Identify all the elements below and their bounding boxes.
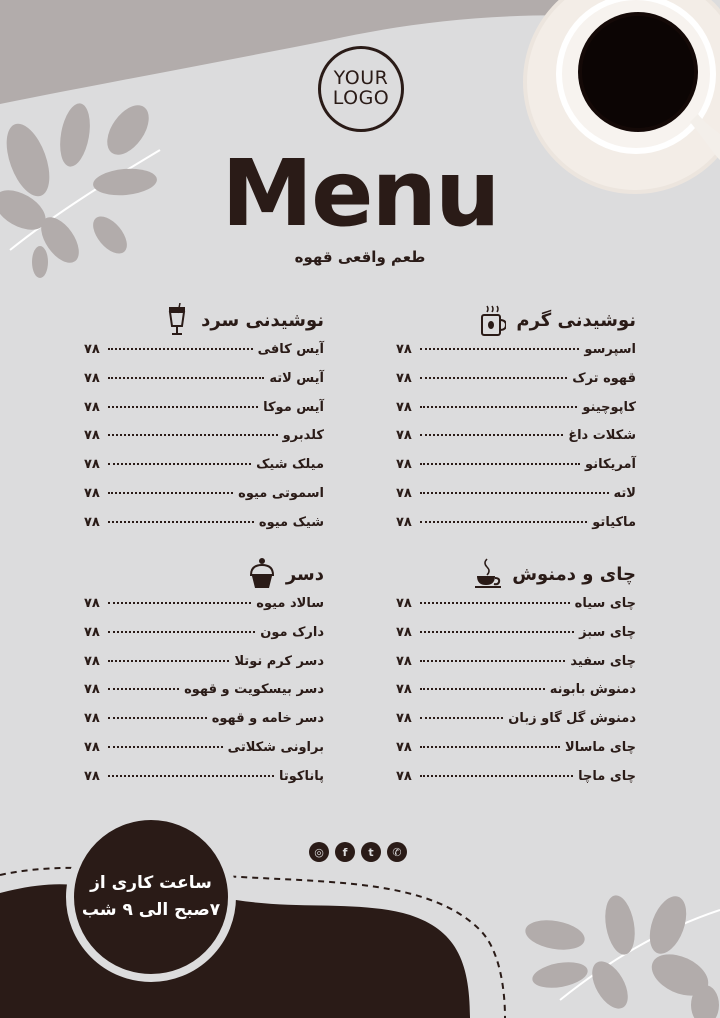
dotted-leader — [108, 660, 230, 662]
menu-item-price: ۷۸ — [84, 768, 100, 784]
dotted-leader — [108, 717, 207, 719]
menu-item-name: آمریکانو — [585, 457, 636, 473]
dotted-leader — [420, 602, 570, 604]
section-hot-drinks — [396, 300, 636, 544]
menu-item-price: ۷۸ — [396, 596, 412, 611]
dotted-leader — [108, 775, 274, 777]
menu-item-price: ۷۸ — [84, 514, 100, 530]
menu-item — [84, 769, 324, 798]
menu-item — [396, 428, 636, 457]
section-title: چای و دمنوش — [512, 563, 636, 585]
logo-line-1: YOUR — [333, 67, 389, 90]
item-list — [396, 596, 636, 798]
menu-item — [396, 740, 636, 769]
menu-item — [84, 740, 324, 769]
menu-item — [396, 486, 636, 515]
menu-item-name: براونی شکلاتی — [227, 739, 324, 755]
iced-drink-icon — [163, 303, 191, 337]
menu-item-name: اسموتی میوه — [238, 485, 324, 501]
menu-item-name: دارک مون — [260, 624, 324, 640]
menu-item — [84, 625, 324, 654]
menu-item-name: قهوه ترک — [572, 370, 636, 386]
menu-item-name: آیس کافی — [257, 342, 324, 357]
section-title: دسر — [285, 563, 324, 585]
menu-item — [84, 457, 324, 486]
menu-item — [396, 625, 636, 654]
dotted-leader — [420, 717, 503, 719]
menu-item — [396, 682, 636, 711]
menu-item-name: چای سیاه — [574, 596, 636, 611]
section-header — [84, 300, 324, 340]
menu-item-name: آیس لاته — [269, 370, 324, 386]
menu-item-name: دمنوش بابونه — [549, 682, 636, 698]
menu-item — [84, 486, 324, 515]
menu-title: Menu — [221, 140, 499, 247]
dotted-leader — [108, 602, 251, 604]
whatsapp-icon[interactable]: ✆ — [387, 842, 407, 862]
menu-item-price: ۷۸ — [396, 342, 412, 357]
dotted-leader — [420, 521, 587, 523]
menu-item-name: سالاد میوه — [256, 596, 324, 611]
logo — [318, 46, 404, 132]
hours-line-2: ۷صبح الی ۹ شب — [81, 900, 221, 920]
instagram-icon[interactable]: ◎ — [309, 842, 329, 862]
working-hours-badge — [66, 812, 236, 982]
hours-line-1: ساعت کاری از — [90, 872, 212, 893]
item-list — [84, 342, 324, 544]
menu-item-price: ۷۸ — [84, 596, 100, 611]
menu-item-price: ۷۸ — [396, 428, 412, 444]
menu-item-price: ۷۸ — [84, 342, 100, 357]
menu-item — [84, 342, 324, 371]
menu-item-price: ۷۸ — [84, 711, 100, 727]
menu-item-price: ۷۸ — [84, 739, 100, 755]
section-header — [396, 300, 636, 340]
menu-item-name: چای ماچا — [578, 768, 636, 784]
menu-item-name: چای سفید — [570, 653, 636, 669]
menu-item — [84, 682, 324, 711]
menu-item — [84, 371, 324, 400]
item-list — [396, 342, 636, 544]
menu-item-name: دسر خامه و قهوه — [211, 711, 324, 727]
dotted-leader — [420, 688, 545, 690]
menu-item-price: ۷۸ — [396, 514, 412, 530]
menu-item-price: ۷۸ — [84, 370, 100, 386]
menu-item-name: لاته — [613, 485, 636, 501]
menu-item-price: ۷۸ — [84, 653, 100, 669]
dotted-leader — [108, 521, 254, 523]
section-dessert — [84, 554, 324, 798]
dotted-leader — [420, 434, 563, 436]
dotted-leader — [420, 406, 578, 408]
menu-item-name: شیک میوه — [258, 514, 324, 530]
dotted-leader — [420, 631, 574, 633]
menu-item-name: میلک شیک — [256, 457, 324, 473]
menu-item — [396, 457, 636, 486]
menu-item — [84, 428, 324, 457]
menu-item — [396, 342, 636, 371]
logo-line-2: LOGO — [332, 87, 390, 109]
teacup-icon — [474, 557, 502, 591]
section-title: نوشیدنی گرم — [516, 309, 636, 331]
menu-item-price: ۷۸ — [396, 485, 412, 501]
menu-item — [84, 711, 324, 740]
menu-item-price: ۷۸ — [84, 485, 100, 501]
dotted-leader — [108, 406, 258, 408]
menu-item-name: اسپرسو — [584, 342, 636, 357]
section-header — [84, 554, 324, 594]
dotted-leader — [108, 492, 233, 494]
dotted-leader — [420, 463, 580, 465]
menu-item — [84, 515, 324, 544]
menu-item-price: ۷۸ — [396, 624, 412, 640]
dotted-leader — [108, 746, 223, 748]
hot-cup-icon — [478, 303, 506, 337]
dotted-leader — [420, 746, 560, 748]
menu-item-price: ۷۸ — [396, 653, 412, 669]
facebook-icon[interactable]: f — [335, 842, 355, 862]
menu-item-price: ۷۸ — [396, 711, 412, 727]
menu-item-name: آیس موکا — [263, 399, 324, 415]
menu-item-price: ۷۸ — [84, 399, 100, 415]
menu-item — [396, 711, 636, 740]
leaf-branch-bottom-right — [523, 891, 720, 1018]
menu-item — [396, 769, 636, 798]
menu-item-name: دسر بیسکویت و قهوه — [184, 682, 324, 698]
menu-item — [396, 371, 636, 400]
menu-item — [396, 515, 636, 544]
menu-item-price: ۷۸ — [396, 399, 412, 415]
menu-item-price: ۷۸ — [396, 682, 412, 698]
menu-item-price: ۷۸ — [84, 428, 100, 444]
menu-item-name: دسر کرم نوتلا — [234, 653, 324, 669]
menu-item-name: پاناکوتا — [279, 768, 324, 784]
dotted-leader — [420, 775, 573, 777]
menu-item — [396, 400, 636, 429]
dotted-leader — [108, 348, 253, 350]
dotted-leader — [420, 377, 567, 379]
dotted-leader — [108, 688, 179, 690]
menu-item-name: دمنوش گل گاو زبان — [508, 711, 636, 727]
section-tea — [396, 554, 636, 798]
menu-item-price: ۷۸ — [84, 682, 100, 698]
item-list — [84, 596, 324, 798]
menu-item — [84, 400, 324, 429]
dotted-leader — [108, 631, 255, 633]
menu-item-price: ۷۸ — [84, 624, 100, 640]
section-header — [396, 554, 636, 594]
menu-item-name: کاپوچینو — [582, 399, 636, 415]
dotted-leader — [420, 348, 580, 350]
menu-item-price: ۷۸ — [396, 739, 412, 755]
cupcake-icon — [248, 557, 276, 591]
social-icons — [309, 842, 407, 862]
twitter-icon[interactable]: t — [361, 842, 381, 862]
menu-item — [396, 596, 636, 625]
menu-item-price: ۷۸ — [84, 457, 100, 473]
menu-item — [396, 654, 636, 683]
menu-item — [84, 596, 324, 625]
menu-item-price: ۷۸ — [396, 370, 412, 386]
menu-item-name: چای ماسالا — [565, 739, 636, 755]
menu-item-price: ۷۸ — [396, 768, 412, 784]
menu-item-name: چای سبز — [579, 624, 636, 640]
section-title: نوشیدنی سرد — [201, 309, 324, 331]
dotted-leader — [420, 660, 565, 662]
menu-item-name: ماکیاتو — [592, 514, 636, 530]
dotted-leader — [420, 492, 609, 494]
menu-item-name: کلدبرو — [282, 428, 324, 444]
menu-subtitle: طعم واقعی قهوه — [294, 248, 426, 266]
dotted-leader — [108, 463, 251, 465]
menu-item-name: شکلات داغ — [568, 428, 636, 444]
dotted-leader — [108, 377, 264, 379]
menu-item-price: ۷۸ — [396, 457, 412, 473]
section-cold-drinks — [84, 300, 324, 544]
menu-item — [84, 654, 324, 683]
dotted-leader — [108, 434, 278, 436]
